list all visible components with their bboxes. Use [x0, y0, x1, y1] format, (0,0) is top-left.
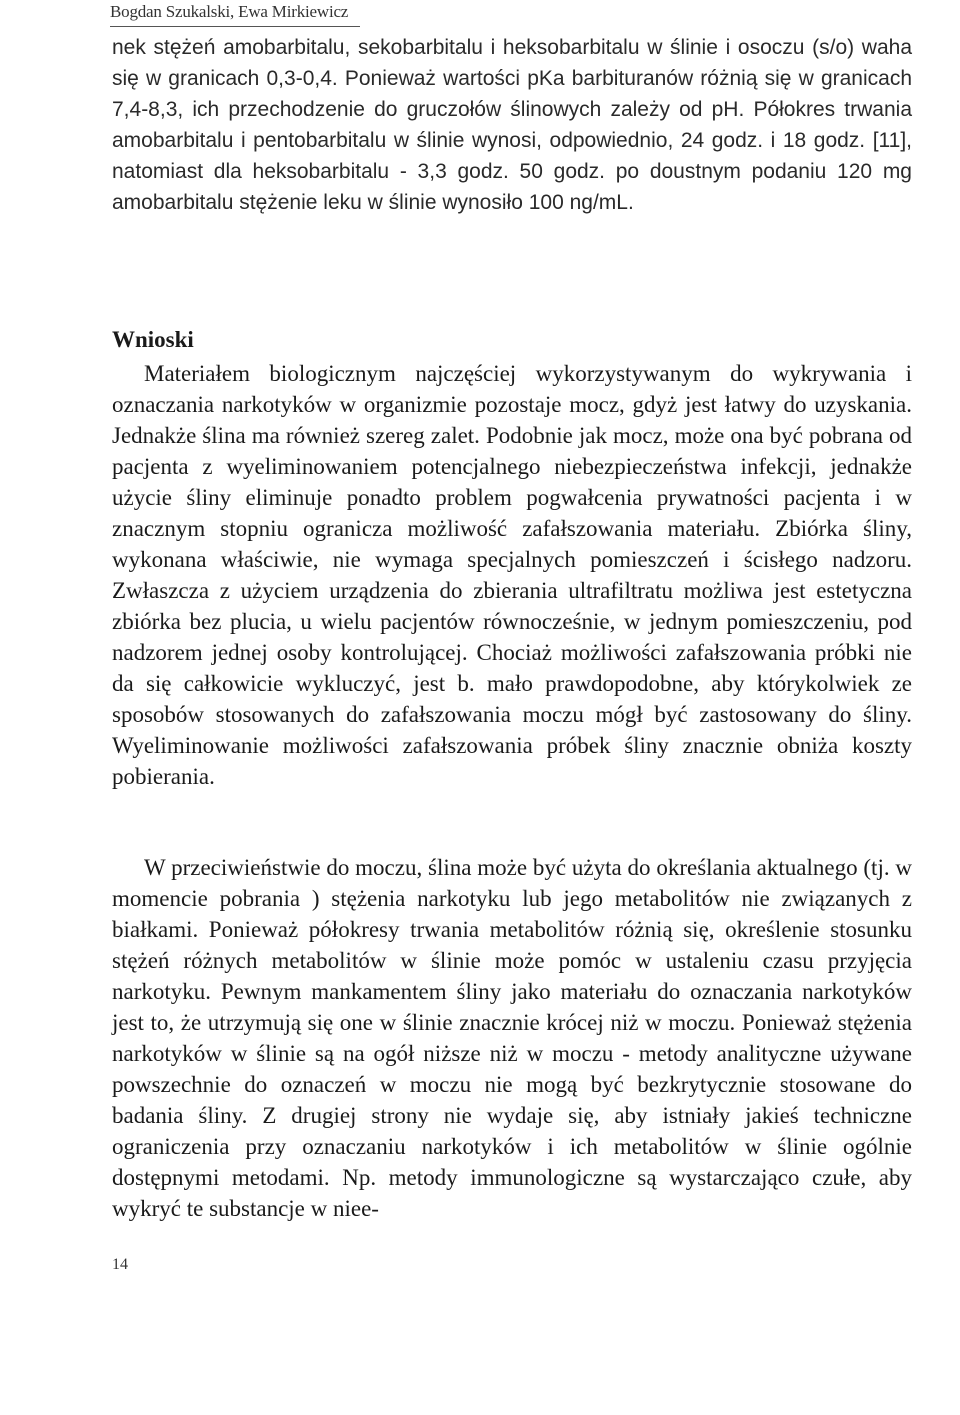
header-rule — [110, 26, 360, 27]
paragraph-saliva-barbiturates: nek stężeń amobarbitalu, sekobarbitalu i heksobarbitalu w ślinie i osoczu (s/o) waha się w granicach 0,3-0,4. Ponieważ wartości pKa barbituranów różnią się w granicach 7,4-8,3, ich przechodzenie do gruczołów ślinowych zależy od pH. Półokres trwania amobarbitalu i pentobarbitalu w ślinie wynosi, odpowiednio, 24 godz. i 18 godz. [11], natomiast dla heksobarbitalu - 3,3 godz. 50 godz. po doustnym podaniu 120 mg amobarbitalu stężenie leku w ślinie wynosiło 100 ng/mL. — [112, 36, 912, 214]
paragraph-saliva-vs-urine: W przeciwieństwie do moczu, ślina może być użyta do określania aktualnego (tj. w momencie pobrania ) stężenia narkotyku lub jego metabolitów nie związanych z białkami. Ponieważ półokresy trwania metabolitów różnią się, określenie stosunku stężeń różnych metabolitów w ślinie może pomóc w ustaleniu czasu przyjęcia narkotyku. Pewnym mankamentem śliny jako materiału do oznaczania narkotyków jest to, że utrzymują się one w ślinie znacznie krócej niż w moczu. Ponieważ stężenia narkotyków w ślinie są na ogół niższe niż w moczu - metody analityczne używane powszechnie do oznaczeń w moczu nie mogą być bezkrytycznie stosowane do badania śliny. Z drugiej strony nie wydaje się, aby istniały jakieś techniczne ograniczenia przy oznaczaniu narkotyków i ich metabolitów w ślinie ogólnie dostępnymi metodami. Np. metody immunologiczne są wystarczająco czułe, aby wykryć te substancje w niee- — [112, 855, 912, 1221]
section-heading-conclusions: Wnioski — [112, 327, 194, 352]
page-number: 14 — [112, 1256, 128, 1273]
running-header: Bogdan Szukalski, Ewa Mirkiewicz — [110, 2, 349, 21]
paragraph-saliva-advantages: Materiałem biologicznym najczęściej wykorzystywanym do wykrywania i oznaczania narkotyków w organizmie pozostaje mocz, gdyż jest łatwy do uzyskania. Jednakże ślina ma również szereg zalet. Podobnie jak mocz, może ona być pobrana od pacjenta z wyeliminowaniem potencjalnego niebezpieczeństwa infekcji, jednakże użycie śliny eliminuje ponadto problem pogwałcenia prywatności pacjenta i w znacznym stopniu ogranicza możliwość zafałszowania materiału. Zbiórka śliny, wykonana właściwie, nie wymaga specjalnych pomieszczeń i ścisłego nadzoru. Zwłaszcza z użyciem urządzenia do zbierania ultrafiltratu możliwa jest estetyczna zbiórka bez plucia, u wielu pacjentów równocześnie, w jednym pomieszczeniu, pod nadzorem jednej osoby kontrolującej. Chociaż możliwości zafałszowania próbki nie da się całkowicie wykluczyć, jest b. mało prawdopodobne, aby którykolwiek ze sposobów stosowanych do zafałszowania moczu mógł być zastosowany do śliny. Wyeliminowanie możliwości zafałszowania próbek śliny znacznie obniża koszty pobierania. — [112, 361, 912, 789]
